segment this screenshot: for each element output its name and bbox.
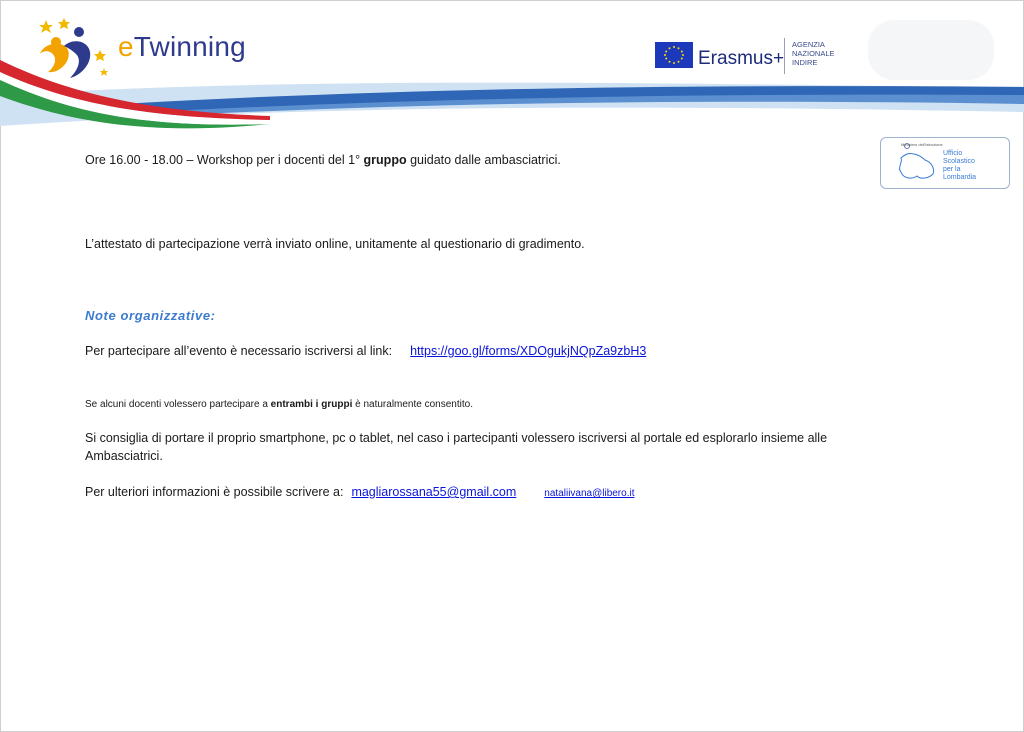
email-link-1[interactable]: magliarossana55@gmail.com [351,485,517,499]
brand-e: e [118,31,134,62]
schedule-c: guidato dalle ambasciatrici. [406,153,561,167]
usr-lombardia-badge [880,137,1010,189]
usr-line: Ufficio [943,150,963,157]
usr-ministry-label: Ministero dell'Istruzione [901,142,943,147]
certificate-line: L’attestato di partecipazione verrà inviato online, unitamente al questionario di gradimento. [85,237,585,251]
schedule-a: Ore 16.00 - 18.00 – Workshop per i docenti del 1° [85,153,364,167]
both-groups-line [85,397,473,413]
header-banner [0,0,1024,140]
both-c: è naturalmente consentito. [352,399,473,410]
advice-line-2: Ambasciatrici. [85,449,163,463]
etwinning-logo-icon [34,16,124,82]
eu-flag-icon [655,42,693,68]
agency-line: INDIRE [792,58,818,67]
erasmus-label: Erasmus+ [698,48,785,69]
both-groups-bold: entrambi i gruppi [270,399,353,410]
usr-label [943,150,976,182]
advice-line-1: Si consiglia di portare il proprio smartphone, pc o tablet, nel caso i partecipanti volessero iscriversi al portale ed esplorarlo insieme alle [85,431,828,445]
note-heading: Note organizzative: [85,308,216,323]
brand-name [118,31,246,63]
agency-line: AGENZIA [792,40,825,49]
schedule-group: gruppo [363,153,407,167]
info-text: Per ulteriori informazioni è possibile scrivere a: [85,485,344,499]
schedule-line [85,152,561,168]
usr-line: Scolastico [943,158,975,165]
agency-line: NAZIONALE [792,49,835,58]
email-link-2[interactable]: nataliivana@libero.it [544,488,635,499]
brand-rest: Twinning [133,31,246,62]
registration-link[interactable]: https://goo.gl/forms/XDOgukjNQpZa9zbH3 [410,344,647,358]
faded-logo-placeholder [868,20,994,80]
register-text: Per partecipare all’evento è necessario iscriversi al link: [85,344,393,358]
both-a: Se alcuni docenti volessero partecipare a [85,399,271,410]
usr-line: Lombardia [943,174,977,181]
agency-label [792,40,852,67]
agency-divider [784,38,785,74]
info-line [85,484,634,502]
usr-line: per la [943,166,961,173]
register-line [85,343,646,359]
